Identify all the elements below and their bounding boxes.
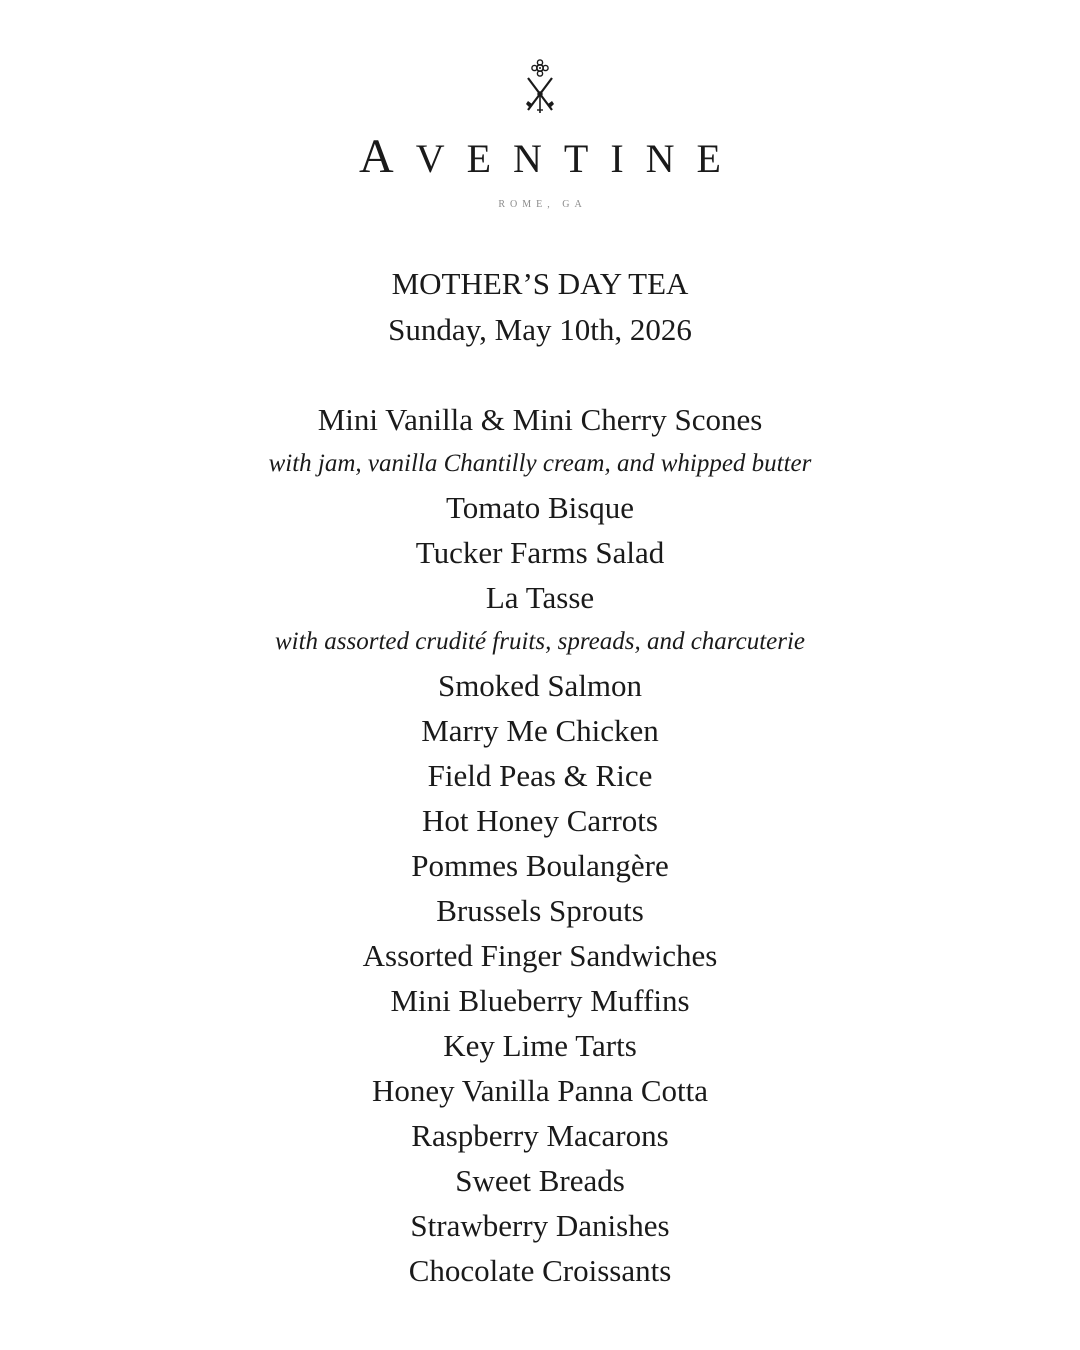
menu-item: Brussels Sprouts: [436, 893, 644, 928]
brand-name: [0, 132, 1080, 184]
crossed-keys-icon: [518, 58, 562, 116]
menu-item: Raspberry Macarons: [411, 1118, 669, 1153]
menu-item: Sweet Breads: [455, 1163, 625, 1198]
menu-item: Tomato Bisque: [445, 490, 635, 525]
brand-rest: VENTINE: [415, 136, 743, 181]
menu-item-description: with assorted crudité fruits, spreads, and charcuterie: [274, 628, 806, 655]
menu-item: Mini Vanilla & Mini Cherry Scones: [317, 402, 763, 437]
menu-item: Honey Vanilla Panna Cotta: [371, 1073, 709, 1108]
menu-item: Strawberry Danishes: [410, 1208, 670, 1243]
logo: [0, 58, 1080, 118]
menu-item: Chocolate Croissants: [408, 1253, 672, 1288]
menu-item: La Tasse: [485, 580, 595, 615]
menu-item: Mini Blueberry Muffins: [390, 983, 690, 1018]
menu-item: Pommes Boulangère: [411, 848, 669, 883]
menu-list: [0, 398, 1080, 1294]
location-text: ROME, GA: [498, 199, 587, 210]
menu-item: Key Lime Tarts: [443, 1028, 637, 1063]
menu-item: Hot Honey Carrots: [422, 803, 658, 838]
menu-item: Assorted Finger Sandwiches: [362, 938, 718, 973]
event-date: Sunday, May 10th, 2026: [388, 312, 692, 347]
brand-initial: A: [359, 130, 416, 183]
menu-item: Tucker Farms Salad: [415, 535, 665, 570]
menu-item-description: with jam, vanilla Chantilly cream, and whipped butter: [268, 450, 812, 477]
menu-item: Smoked Salmon: [437, 668, 643, 703]
event-title: MOTHER’S DAY TEA: [391, 266, 689, 301]
menu-item: Field Peas & Rice: [427, 758, 653, 793]
menu-item: Marry Me Chicken: [421, 713, 659, 748]
